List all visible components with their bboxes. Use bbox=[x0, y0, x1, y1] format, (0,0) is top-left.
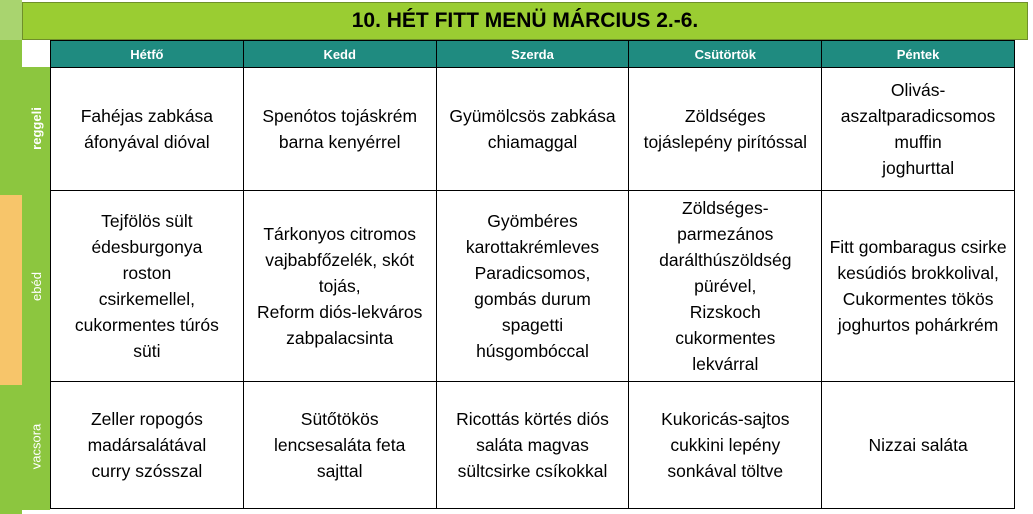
menu-cell[interactable]: Kukoricás-sajtos cukkini lepény sonkával töltve bbox=[629, 382, 822, 509]
menu-cell[interactable]: Gyümölcsös zabkása chiamaggal bbox=[436, 68, 629, 191]
meal-label-breakfast: reggeli bbox=[28, 107, 44, 150]
menu-cell[interactable]: Spenótos tojáskrém barna kenyérrel bbox=[243, 68, 436, 191]
menu-cell[interactable]: Sütőtökös lencsesaláta feta sajttal bbox=[243, 382, 436, 509]
sheet-margin-mid bbox=[0, 195, 22, 385]
day-header-monday[interactable]: Hétfő bbox=[51, 41, 244, 68]
day-header-tuesday[interactable]: Kedd bbox=[243, 41, 436, 68]
menu-cell[interactable]: Olivás- aszaltparadicsomos muffin joghurttal bbox=[822, 68, 1015, 191]
menu-cell[interactable]: Zeller ropogós madársalátával curry szósszal bbox=[51, 382, 244, 509]
meal-label-lunch: ebéd bbox=[28, 271, 44, 301]
menu-cell[interactable]: Gyömbéres karottakrémleves Paradicsomos, gombás durum spagetti húsgombóccal bbox=[436, 191, 629, 382]
menu-cell[interactable]: Zöldséges- parmezános darálthúszöldség pürével, Rizskoch cukormentes lekvárral bbox=[629, 191, 822, 382]
day-header-wednesday[interactable]: Szerda bbox=[436, 41, 629, 68]
sheet-margin-top bbox=[0, 0, 22, 40]
meal-label-dinner: vacsora bbox=[28, 423, 44, 469]
meal-label-breakfast-cell bbox=[22, 67, 50, 190]
day-header-friday[interactable]: Péntek bbox=[822, 41, 1015, 68]
weekly-menu-table bbox=[50, 40, 1015, 509]
day-header-row bbox=[51, 41, 1015, 68]
sheet-margin-bottom bbox=[0, 385, 22, 510]
breakfast-row bbox=[51, 68, 1015, 191]
menu-cell[interactable]: Tárkonyos citromos vajbabfőzelék, skót tojás, Reform diós-lekváros zabpalacsinta bbox=[243, 191, 436, 382]
meal-label-lunch-cell bbox=[22, 190, 50, 382]
menu-title: 10. HÉT FITT MENÜ MÁRCIUS 2.-6. bbox=[22, 2, 1028, 40]
dinner-row bbox=[51, 382, 1015, 509]
lunch-row bbox=[51, 191, 1015, 382]
menu-cell[interactable]: Ricottás körtés diós saláta magvas sültcsirke csíkokkal bbox=[436, 382, 629, 509]
day-header-thursday[interactable]: Csütörtök bbox=[629, 41, 822, 68]
meal-label-dinner-cell bbox=[22, 382, 50, 510]
menu-cell[interactable]: Zöldséges tojáslepény pirítóssal bbox=[629, 68, 822, 191]
menu-cell[interactable]: Fitt gombaragus csirke kesúdiós brokkolival, Cukormentes tökös joghurtos pohárkrém bbox=[822, 191, 1015, 382]
menu-cell[interactable]: Fahéjas zabkása áfonyával dióval bbox=[51, 68, 244, 191]
menu-cell[interactable]: Tejfölös sült édesburgonya roston csirkemellel, cukormentes túrós süti bbox=[51, 191, 244, 382]
menu-cell[interactable]: Nizzai saláta bbox=[822, 382, 1015, 509]
